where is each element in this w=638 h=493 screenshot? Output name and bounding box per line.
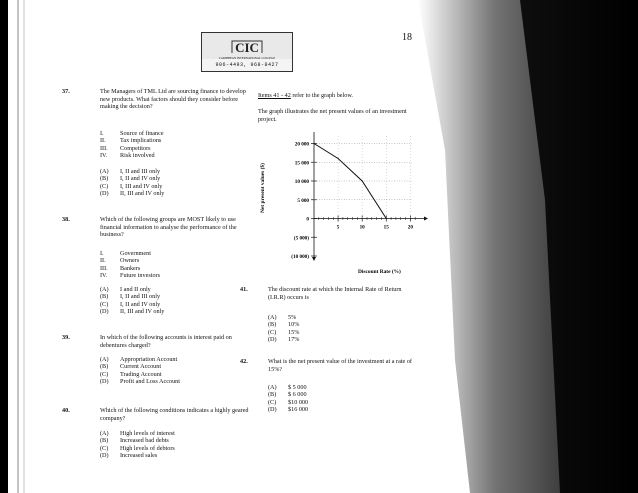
q37-options: [100, 168, 164, 197]
x-tick-label: 10: [359, 224, 365, 231]
logo-initials: CIC: [235, 40, 259, 55]
option-key: (D): [100, 451, 109, 459]
npv-data-point: [337, 158, 338, 159]
item-key: IV.: [100, 151, 108, 159]
item-text: Future investors: [120, 271, 161, 279]
option-text: I and II only: [120, 286, 151, 293]
q42-number: 42.: [240, 358, 248, 365]
option-text: 10%: [288, 321, 300, 329]
option-key: (C): [268, 328, 277, 336]
item-key: II.: [100, 137, 106, 145]
logo-subtitle: CARIBBEAN INTERNATIONAL COLLEGE: [218, 56, 276, 60]
item-key: I.: [100, 250, 104, 257]
q39-number: 39.: [62, 334, 70, 341]
q39-options: [100, 356, 180, 385]
option-key: (B): [268, 391, 277, 399]
option-key: (B): [100, 363, 109, 371]
y-axis-arrow-icon: [312, 257, 316, 261]
option-key: (D): [100, 189, 109, 197]
items-ref: Items 41 - 42: [258, 92, 291, 99]
q40-options: [100, 430, 175, 459]
item-text: Source of finance: [120, 130, 164, 137]
option-key: (A): [100, 356, 109, 363]
option-key: (B): [100, 437, 109, 445]
option-key: (D): [268, 405, 277, 413]
graph-description: The graph illustrates the net present values of an investment project.: [258, 108, 407, 123]
q37-items: [100, 130, 164, 159]
option-key: (C): [268, 398, 277, 406]
q40-number: 40.: [62, 407, 70, 414]
q42-options: [268, 384, 308, 413]
item-key: III.: [100, 144, 108, 152]
option-text: I, II and III only: [120, 293, 161, 301]
option-key: (A): [100, 430, 109, 437]
logo-phone-numbers: 906-4493, 968-8427: [215, 62, 279, 68]
option-text: I, II and III only: [120, 168, 161, 175]
option-key: (D): [268, 335, 277, 343]
q38-options: [100, 286, 164, 315]
option-text: Appropriation Account: [120, 356, 178, 363]
q41-number: 41.: [240, 286, 248, 293]
x-tick-label: 20: [407, 224, 413, 231]
option-key: (B): [100, 293, 109, 301]
item-key: III.: [100, 264, 108, 272]
x-axis-arrow-icon: [424, 217, 428, 221]
option-text: 15%: [288, 328, 300, 336]
q40-text: Which of the following conditions indicates a highly geared company?: [100, 407, 249, 422]
item-text: Government: [120, 250, 151, 257]
option-key: (A): [268, 314, 277, 321]
item-text: Owners: [120, 257, 140, 265]
q37-text: The Managers of TML Ltd are sourcing finance to develop new products. What factors should they consider before making the decision?: [100, 88, 246, 111]
item-text: Competitors: [120, 144, 151, 152]
item-text: Risk involved: [120, 151, 155, 159]
option-key: (B): [268, 321, 277, 329]
y-tick-label: (5 000): [293, 235, 309, 242]
option-text: Increased sales: [120, 451, 158, 459]
npv-chart: [252, 126, 432, 276]
y-tick-label: 15 000: [294, 160, 309, 167]
option-text: I, III and IV only: [120, 182, 163, 190]
option-text: I, II and IV only: [120, 300, 161, 308]
option-key: (A): [268, 384, 277, 391]
option-key: (B): [100, 175, 109, 183]
college-logo: [201, 32, 293, 72]
option-text: $ 6 000: [288, 391, 307, 399]
option-text: $10 000: [288, 398, 309, 406]
npv-data-point: [386, 218, 387, 219]
option-text: Current Account: [120, 363, 162, 371]
q42-text: What is the net present value of the investment at a rate of 15%?: [268, 358, 412, 373]
q37-number: 37.: [62, 88, 70, 95]
option-text: $ 5 000: [288, 384, 307, 391]
q39-text: In which of the following accounts is interest paid on debentures charged?: [100, 334, 232, 349]
npv-data-point: [313, 143, 314, 144]
npv-data-point: [362, 180, 363, 181]
option-text: $16 000: [288, 405, 309, 413]
q38-text: Which of the following groups are MOST likely to use financial information to analyse the performance of the business?: [100, 216, 237, 239]
y-axis-label: Net present values ($): [260, 163, 266, 213]
q38-items: [100, 250, 160, 279]
q38-number: 38.: [62, 216, 70, 223]
item-key: I.: [100, 130, 104, 137]
option-text: I, II and IV only: [120, 175, 161, 183]
option-key: (C): [100, 370, 109, 378]
option-text: II, III and IV only: [120, 307, 165, 315]
item-key: IV.: [100, 271, 108, 279]
item-text: Tax implications: [120, 137, 162, 145]
option-text: 5%: [288, 314, 297, 321]
option-text: High levels of interest: [120, 430, 175, 437]
x-tick-label: 15: [383, 224, 389, 231]
page-number: 18: [402, 32, 412, 43]
q41-options: [268, 314, 299, 343]
items-ref-rest: refer to the graph below.: [290, 92, 353, 99]
option-text: 17%: [288, 335, 300, 343]
option-text: Trading Account: [120, 370, 162, 378]
y-tick-label: 20 000: [294, 141, 309, 148]
q41-text: The discount rate at which the Internal Rate of Return (I.R.R) occurs is: [268, 286, 402, 301]
option-text: Profit and Loss Account: [120, 377, 180, 385]
scan-left-edge: [0, 0, 8, 493]
option-key: (D): [100, 307, 109, 315]
option-text: II, III and IV only: [120, 189, 165, 197]
item-key: II.: [100, 257, 106, 265]
option-key: (A): [100, 286, 109, 293]
y-tick-label: 10 000: [294, 179, 309, 185]
option-key: (A): [100, 168, 109, 175]
option-key: (C): [100, 182, 109, 190]
items-ref-line: [258, 92, 353, 100]
x-tick-label: 5: [336, 224, 340, 231]
y-tick-label: (10 000): [291, 254, 309, 260]
x-axis-label: Discount Rate (%): [358, 269, 401, 275]
y-tick-label: 5 000: [297, 197, 309, 204]
item-text: Bankers: [120, 264, 141, 272]
option-text: Increased bad debts: [120, 437, 169, 445]
option-text: High levels of debtors: [120, 444, 175, 452]
option-key: (C): [100, 444, 109, 452]
option-key: (C): [100, 300, 109, 308]
y-tick-label: 0: [306, 216, 309, 223]
option-key: (D): [100, 377, 109, 385]
